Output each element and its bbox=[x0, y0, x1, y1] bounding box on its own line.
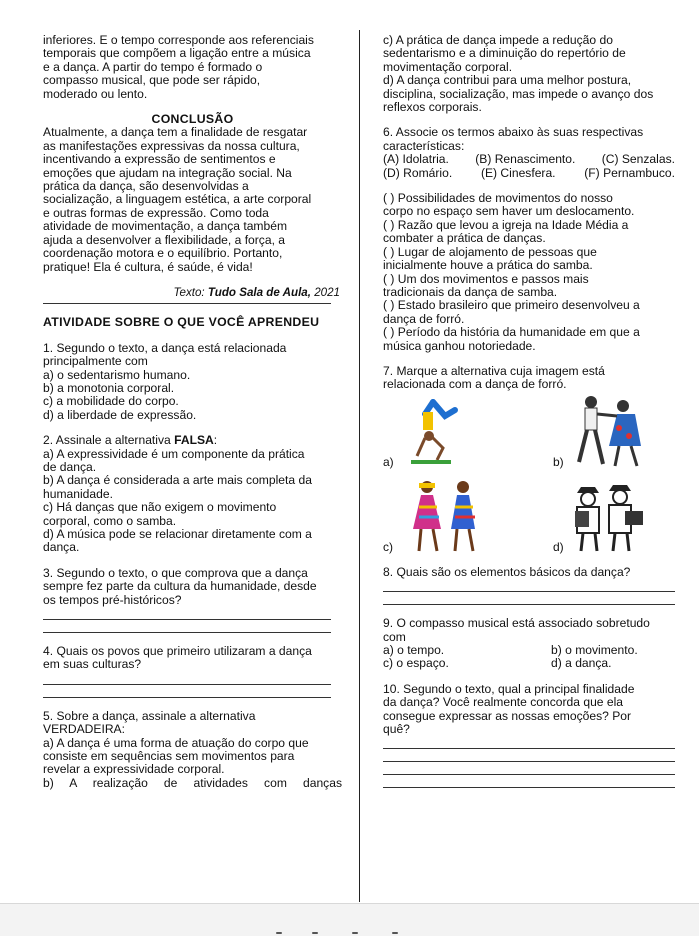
option-line: d) A dança contribui para uma melhor postura, bbox=[383, 73, 632, 88]
option-line: c) Há danças que não exigem o movimento bbox=[43, 500, 277, 515]
option-line: b) A dança é considerada a arte mais completa da bbox=[43, 473, 312, 488]
option-b[interactable]: b) o movimento. bbox=[551, 642, 638, 657]
text-line: as manifestações expressivas da nossa cultura, bbox=[43, 138, 300, 153]
question-text: 6. Associe os termos abaixo às suas respectivas bbox=[383, 125, 644, 140]
item-line: ( ) Possibilidades de movimentos do nosso bbox=[383, 191, 613, 206]
option-line: sedentarismo e a diminuição do repertório de bbox=[383, 46, 626, 61]
text-line: moderado ou lento. bbox=[43, 86, 148, 101]
question-text: 10. Segundo o texto, qual a principal finalidade bbox=[383, 681, 635, 696]
question-5 bbox=[43, 710, 342, 790]
answer-line[interactable] bbox=[383, 579, 675, 592]
question-text: sempre fez parte da cultura da humanidade, desde bbox=[43, 579, 317, 594]
option-line: reflexos corporais. bbox=[383, 100, 482, 115]
answer-line[interactable] bbox=[383, 762, 675, 775]
text-line: ajuda a desenvolver a flexibilidade, a força, a bbox=[43, 232, 286, 247]
next-page-edge bbox=[0, 903, 699, 936]
term: (A) Idolatria. bbox=[383, 152, 449, 167]
association-item[interactable] bbox=[383, 192, 675, 219]
association-item[interactable] bbox=[383, 219, 675, 246]
association-item[interactable] bbox=[383, 246, 675, 273]
question-text: 9. O compasso musical está associado sobretudo bbox=[383, 616, 650, 631]
question-suffix: : bbox=[213, 433, 218, 448]
terms-row bbox=[383, 153, 675, 166]
question-1 bbox=[43, 342, 342, 422]
item-line: corpo no espaço sem haver um deslocamento. bbox=[383, 204, 635, 219]
text-line: inferiores. E o tempo corresponde aos referenciais bbox=[43, 33, 314, 47]
option-c[interactable] bbox=[43, 501, 342, 528]
text-line: prática da dança, são desenvolvidas a bbox=[43, 179, 249, 194]
option-c[interactable] bbox=[383, 34, 675, 74]
activity-heading: ATIVIDADE SOBRE O QUE VOCÊ APRENDEU bbox=[43, 315, 320, 330]
question-text: 1. Segundo o texto, a dança está relacionada bbox=[43, 340, 287, 355]
text-line: e outras formas de expressão. Como toda bbox=[43, 205, 269, 220]
left-column bbox=[43, 34, 342, 790]
option-d[interactable] bbox=[383, 74, 675, 114]
option-line: a) A expressividade é um componente da prática bbox=[43, 446, 305, 461]
question-text: principalmente com bbox=[43, 354, 148, 369]
option-d[interactable]: d) a dança. bbox=[551, 656, 612, 671]
item-line: música ganhou notoriedade. bbox=[383, 338, 536, 353]
option-b[interactable]: b) a monotonia corporal. bbox=[43, 380, 175, 395]
source-year: 2021 bbox=[314, 285, 340, 299]
folk-dancers-illustration bbox=[405, 477, 485, 557]
option-label: c) bbox=[383, 539, 393, 554]
image-option-b[interactable] bbox=[529, 392, 675, 477]
question-text: 5. Sobre a dança, assinale a alternativa bbox=[43, 708, 256, 723]
text-line: compasso musical, que pode ser rápido, bbox=[43, 73, 261, 88]
question-text: características: bbox=[383, 138, 465, 153]
option-line: dança. bbox=[43, 540, 80, 555]
text-line: Atualmente, a dança tem a finalidade de resgatar bbox=[43, 125, 308, 140]
item-line: ( ) Estado brasileiro que primeiro desenvolveu a bbox=[383, 298, 640, 313]
item-line: tradicionais da dança de samba. bbox=[383, 284, 558, 299]
question-text: 8. Quais são os elementos básicos da dança? bbox=[383, 564, 631, 579]
option-line: disciplina, socialização, mas impede o avanço dos bbox=[383, 86, 654, 101]
option-label: b) bbox=[553, 454, 564, 469]
option-line: movimentação corporal. bbox=[383, 59, 513, 74]
image-option-d[interactable] bbox=[529, 477, 675, 562]
question-8 bbox=[383, 566, 675, 605]
text-line: emoções que ajudam na integração social. Na bbox=[43, 165, 292, 180]
answer-line[interactable] bbox=[383, 736, 675, 749]
association-item[interactable] bbox=[383, 299, 675, 326]
ink-mark bbox=[312, 932, 318, 934]
item-line: ( ) Lugar de alojamento de pessoas que bbox=[383, 244, 597, 259]
option-label: d) bbox=[553, 539, 564, 554]
answer-line[interactable] bbox=[43, 685, 331, 698]
item-line: ( ) Um dos movimentos e passos mais bbox=[383, 271, 589, 286]
text-source bbox=[43, 286, 342, 299]
image-options bbox=[383, 392, 675, 562]
terms-row bbox=[383, 167, 675, 180]
question-text: 7. Marque a alternativa cuja imagem está bbox=[383, 363, 605, 378]
option-a[interactable] bbox=[43, 448, 342, 475]
column-divider bbox=[359, 30, 360, 902]
option-c[interactable]: c) a mobilidade do corpo. bbox=[43, 394, 179, 409]
question-prefix: 2. Assinale a alternativa bbox=[43, 433, 171, 448]
text-line: coordenação motora e o equilíbrio. Portanto, bbox=[43, 246, 283, 261]
option-a[interactable]: a) o sedentarismo humano. bbox=[43, 367, 191, 382]
item-line: ( ) Razão que levou a igreja na Idade Média a bbox=[383, 217, 629, 232]
question-text: 3. Segundo o texto, o que comprova que a dança bbox=[43, 565, 308, 580]
text-line: socialização, a linguagem estética, a arte corporal bbox=[43, 192, 312, 207]
option-line: revelar a expressividade corporal. bbox=[43, 762, 225, 777]
ink-mark bbox=[352, 932, 358, 934]
intro-paragraph bbox=[43, 34, 342, 101]
breakdancer-illustration bbox=[405, 396, 465, 468]
term: (B) Renascimento. bbox=[475, 152, 576, 167]
option-label: a) bbox=[383, 454, 394, 469]
answer-line[interactable] bbox=[383, 775, 675, 788]
term: (F) Pernambuco. bbox=[584, 165, 675, 180]
option-b[interactable] bbox=[43, 777, 342, 790]
item-line: dança de forró. bbox=[383, 311, 465, 326]
option-d[interactable] bbox=[43, 528, 342, 555]
source-title: Tudo Sala de Aula, bbox=[207, 285, 311, 299]
item-line: combater a prática de danças. bbox=[383, 231, 546, 246]
option-line: d) A música pode se relacionar diretamente com a bbox=[43, 527, 312, 541]
option-d[interactable]: d) a liberdade de expressão. bbox=[43, 407, 197, 422]
option-line: humanidade. bbox=[43, 486, 113, 501]
text-line: incentivando a expressão de sentimentos e bbox=[43, 152, 276, 167]
term: (D) Romário. bbox=[383, 165, 453, 180]
ink-mark bbox=[276, 932, 282, 934]
answer-line[interactable] bbox=[383, 592, 675, 605]
option-line: de dança. bbox=[43, 459, 97, 474]
option-line: corporal, como o samba. bbox=[43, 513, 177, 528]
question-6 bbox=[383, 126, 675, 353]
question-4 bbox=[43, 645, 342, 698]
question-text: VERDADEIRA: bbox=[43, 722, 125, 737]
question-2 bbox=[43, 434, 342, 555]
question-text: em suas culturas? bbox=[43, 657, 142, 672]
option-line: a) A dança é uma forma de atuação do corpo que bbox=[43, 735, 309, 750]
image-option-a[interactable] bbox=[383, 392, 529, 477]
question-text bbox=[43, 434, 342, 447]
option-line: consiste em sequências sem movimentos para bbox=[43, 749, 295, 764]
right-column bbox=[383, 34, 675, 788]
question-text: com bbox=[383, 629, 406, 644]
forro-band-illustration bbox=[569, 481, 649, 555]
option-a[interactable] bbox=[43, 737, 342, 777]
options-row bbox=[383, 644, 675, 657]
answer-line[interactable] bbox=[43, 607, 331, 620]
answer-line[interactable] bbox=[43, 672, 331, 685]
term: (E) Cinesfera. bbox=[480, 165, 556, 180]
item-line: ( ) Período da história da humanidade em que a bbox=[383, 325, 640, 340]
association-item[interactable] bbox=[383, 273, 675, 300]
question-text: quê? bbox=[383, 722, 410, 736]
option-line: b) A realização de atividades com danças bbox=[43, 775, 342, 790]
source-prefix: Texto: bbox=[173, 285, 205, 299]
conclusion-paragraph bbox=[43, 126, 342, 273]
answer-line[interactable] bbox=[43, 620, 331, 633]
ink-mark bbox=[392, 932, 398, 934]
question-3 bbox=[43, 567, 342, 633]
dancing-couple-illustration bbox=[569, 392, 649, 472]
term: (C) Senzalas. bbox=[601, 152, 675, 167]
text-line: e a dança. A partir do tempo é formado o bbox=[43, 59, 263, 74]
image-option-c[interactable] bbox=[383, 477, 529, 562]
options-row bbox=[383, 657, 675, 670]
option-a[interactable]: a) o tempo. bbox=[383, 642, 445, 657]
question-text: os tempos pré-históricos? bbox=[43, 592, 182, 607]
false-emphasis: FALSA bbox=[174, 433, 214, 448]
question-7 bbox=[383, 365, 675, 562]
option-c[interactable]: c) o espaço. bbox=[383, 656, 449, 671]
association-item[interactable] bbox=[383, 326, 675, 353]
question-text: consegue expressar as nossas emoções? Por bbox=[383, 708, 632, 723]
item-line: inicialmente houve a prática do samba. bbox=[383, 258, 593, 273]
question-text: 4. Quais os povos que primeiro utilizaram a dança bbox=[43, 644, 312, 659]
question-text: da dança? Você realmente concorda que ela bbox=[383, 695, 624, 710]
option-b[interactable] bbox=[43, 474, 342, 501]
question-10 bbox=[383, 683, 675, 789]
question-9 bbox=[383, 617, 675, 671]
text-line: temporais que compõem a ligação entre a música bbox=[43, 46, 311, 61]
text-line: atividade de movimentação, a dança também bbox=[43, 219, 288, 234]
question-text: relacionada com a dança de forró. bbox=[383, 377, 567, 392]
option-line: c) A prática de dança impede a redução do bbox=[383, 33, 613, 47]
answer-line[interactable] bbox=[383, 749, 675, 762]
conclusion-heading: CONCLUSÃO bbox=[151, 112, 234, 127]
text-line: pratique! Ela é cultura, é saúde, é vida! bbox=[43, 259, 253, 274]
